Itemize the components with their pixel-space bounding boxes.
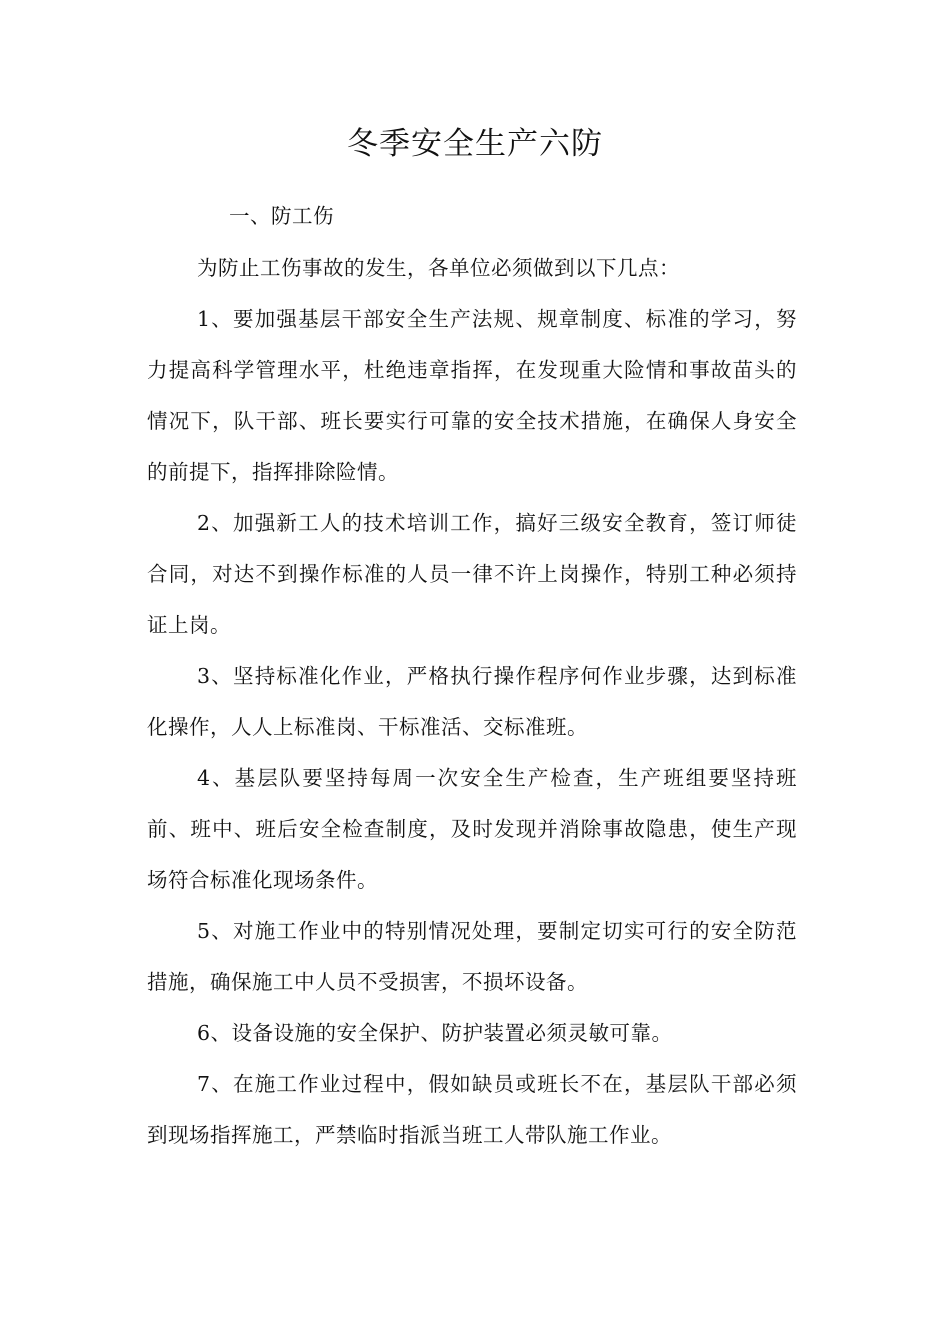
list-item-7: 7、在施工作业过程中，假如缺员或班长不在，基层队干部必须到现场指挥施工，严禁临时指派当班工人带队施工作业。 [147,1072,797,1147]
list-item-5: 5、对施工作业中的特别情况处理，要制定切实可行的安全防范措施，确保施工中人员不受损害，不损坏设备。 [147,919,797,994]
intro-paragraph: 为防止工伤事故的发生，各单位必须做到以下几点： [197,256,680,280]
numbered-list [147,294,797,1161]
list-item-6: 6、设备设施的安全保护、防护装置必须灵敏可靠。 [197,1021,673,1045]
list-item-2: 2、加强新工人的技术培训工作，搞好三级安全教育，签订师徒合同，对达不到操作标准的人员一律不许上岗操作，特别工种必须持证上岗。 [147,511,797,637]
list-item-1: 1、要加强基层干部安全生产法规、规章制度、标准的学习，努力提高科学管理水平，杜绝违章指挥，在发现重大险情和事故苗头的情况下，队干部、班长要实行可靠的安全技术措施，在确保人身安全的前提下，指挥排除险情。 [147,307,797,484]
list-item-3: 3、坚持标准化作业，严格执行操作程序何作业步骤，达到标准化操作，人人上标准岗、干标准活、交标准班。 [147,664,797,739]
list-item-4: 4、基层队要坚持每周一次安全生产检查，生产班组要坚持班前、班中、班后安全检查制度，及时发现并消除事故隐患，使生产现场符合标准化现场条件。 [147,766,797,892]
section-heading: 一、防工伤 [229,204,334,228]
document-title: 冬季安全生产六防 [347,126,603,162]
